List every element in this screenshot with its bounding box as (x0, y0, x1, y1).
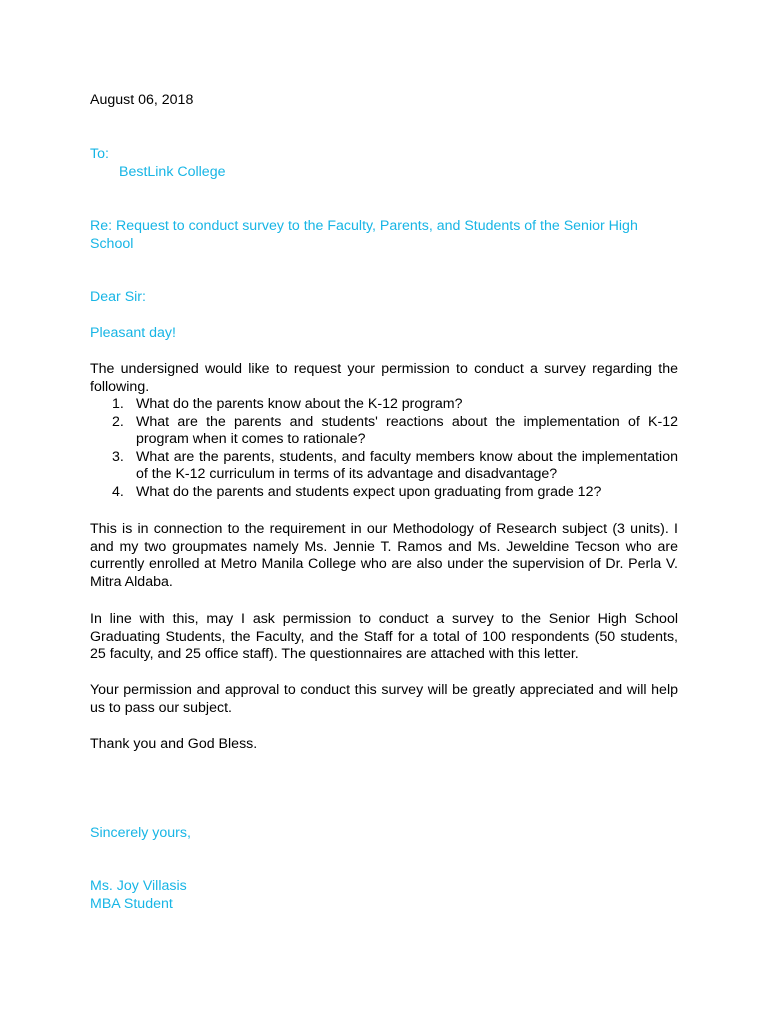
letter-date: August 06, 2018 (90, 92, 194, 108)
questions-list (90, 396, 678, 502)
list-item (90, 449, 678, 484)
appreciation-paragraph: Your permission and approval to conduct this survey will be greatly appreciated and will help us to pass our subject. (90, 682, 678, 716)
subject-line: Re: Request to conduct survey to the Faculty, Parents, and Students of the Senior High School (90, 218, 638, 252)
greeting: Pleasant day! (90, 325, 176, 341)
list-item-text: What do the parents know about the K-12 program? (136, 396, 463, 412)
signer-name: Ms. Joy Villasis (90, 878, 187, 894)
connection-paragraph: This is in connection to the requirement in our Methodology of Research subject (3 units). I and my two groupmates namely Ms. Jennie T. Ramos and Ms. Jeweldine Tecson who are currently enrolled at Metro Manila College who are also under the supervision of Dr. Perla V. Mitra Aldaba. (90, 521, 678, 590)
to-label: To: (90, 146, 109, 162)
list-item-number: 3. (112, 448, 124, 465)
intro-paragraph: The undersigned would like to request your permission to conduct a survey regarding the following. (90, 361, 678, 395)
list-item-number: 4. (112, 483, 124, 500)
salutation: Dear Sir: (90, 289, 146, 305)
list-item (90, 484, 678, 502)
list-item-text: What are the parents and students' reactions about the implementation of K-12 program when it comes to rationale? (136, 413, 678, 448)
recipient-name: BestLink College (119, 164, 226, 180)
list-item-text: What are the parents, students, and faculty members know about the implementation of the K-12 curriculum in terms of its advantage and disadvantage? (136, 448, 678, 483)
list-item (90, 414, 678, 449)
list-item-number: 2. (112, 413, 124, 430)
list-item-text: What do the parents and students expect upon graduating from grade 12? (136, 483, 602, 500)
signer-title: MBA Student (90, 896, 173, 912)
thanks-line: Thank you and God Bless. (90, 736, 258, 752)
list-item (90, 396, 678, 414)
list-item-number: 1. (112, 396, 124, 412)
request-paragraph: In line with this, may I ask permission to conduct a survey to the Senior High School Graduating Students, the Faculty, and the Staff for a total of 100 respondents (50 students, 25 faculty, and 25 office staff). The questionnaires are attached with this letter. (90, 611, 678, 663)
closing: Sincerely yours, (90, 825, 191, 841)
